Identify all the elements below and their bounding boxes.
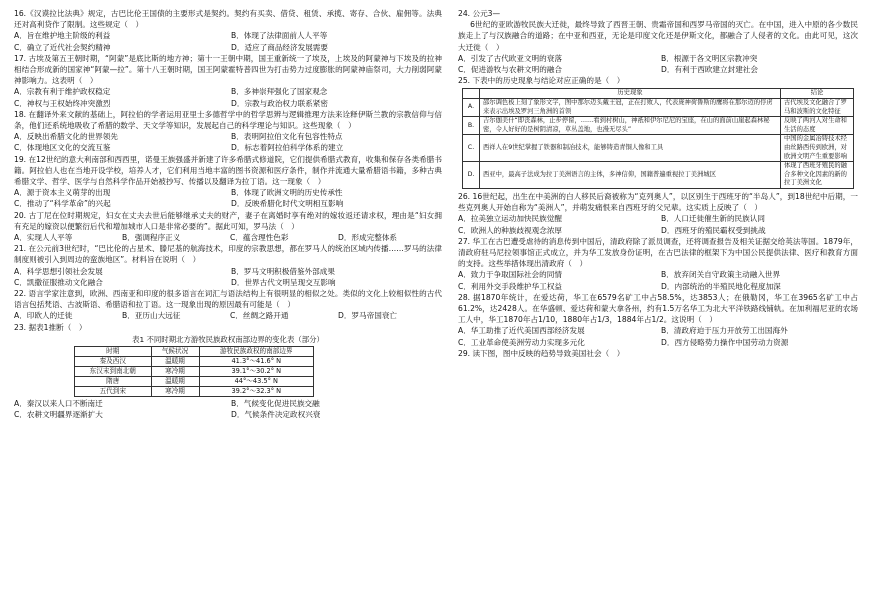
- table-cell: 寒冷期: [151, 387, 199, 397]
- options: [458, 269, 858, 291]
- table-row: [463, 135, 854, 162]
- table-row: [75, 367, 314, 377]
- table-header-row: [75, 347, 314, 357]
- question-stem: 21. 在公元前3世纪时，“巴比伦的占星术、滕尼基的航海技术，印度的宗教思想，都在罗马人的统治区域内传播……罗马的法律制度则被引入到周边的蛮族地区”。材料旨在说明（ ）: [14, 244, 442, 265]
- option-b[interactable]: B．亚历山大远征: [122, 311, 181, 321]
- option-b[interactable]: B．根源于各文明区宗教冲突: [661, 53, 758, 63]
- option-d[interactable]: D．西方侵略势力操作中国劳动力资源: [661, 337, 789, 347]
- option-d[interactable]: D．世界古代文明呈现交互影响: [231, 277, 336, 287]
- option-c[interactable]: C．凯撒征服推动文化融合: [14, 277, 103, 287]
- question-20: [14, 210, 442, 244]
- option-a[interactable]: A．实现人人平等: [14, 233, 73, 243]
- table-cell: 寒冷期: [151, 367, 199, 377]
- option-b[interactable]: B．体现了法律面前人人平等: [231, 31, 328, 41]
- option-c[interactable]: C．推动了“科学革命”的兴起: [14, 199, 111, 209]
- option-c[interactable]: C．丝绸之路开通: [230, 311, 289, 321]
- table-header-cell: 游牧民族政权的南部边界: [199, 347, 313, 357]
- table-row: [463, 117, 854, 135]
- right-column: [458, 8, 858, 359]
- options: [14, 398, 442, 420]
- question-stem: 23. 据表1推断（ ）: [14, 322, 87, 332]
- option-b[interactable]: B．清政府迫于压力开放劳工出国海外: [661, 326, 788, 336]
- table-cell: 44°～43.5° N: [199, 377, 313, 387]
- question-stem: 26. 16世纪起，出生在中美洲的白人移民后裔被称为“克列奥人”，以区别生于西班牙的“半岛人”，到18世纪中后期，一些克列奥人开始自称为“美洲人”，并萌发痛恨来自西班牙的父兄辈。这实质上反映了（ ）: [458, 191, 858, 213]
- row-label[interactable]: D.: [463, 162, 480, 189]
- table-row: [75, 357, 314, 367]
- option-b[interactable]: B．多神崇拜强化了国家观念: [231, 87, 328, 97]
- options: [14, 310, 442, 321]
- table-header-cell: 气候状况: [151, 347, 199, 357]
- option-c[interactable]: C．蕴含理性色彩: [230, 233, 289, 243]
- table-header-cell: 结论: [781, 89, 854, 99]
- question-body: 6世纪的亚欧游牧民族大迁徙，最终导致了西晋王朝、贵霜帝国和西罗马帝国的灭亡。在中国，进入中原的各少数民族走上了与汉族融合的道路；在中亚和西亚，无论是印度文化还是伊斯文化，都融合了人侵者的文化。由此可见，这次大迁徙（ ）: [458, 20, 858, 52]
- table-cell: 温暖期: [151, 377, 199, 387]
- option-c[interactable]: C．神权与王权始终冲突激烈: [14, 98, 111, 108]
- table-cell: 古代埃及文化融合了罗马和波斯的文化特征: [781, 99, 854, 117]
- table-cell: 温暖期: [151, 357, 199, 367]
- question-stem: 20. 古丁尼在位时期规定，妇女在丈夫去世后能够继承丈夫的财产，妻子在离婚时享有绝对的嫁妆返还请求权，理由是“妇女拥有充足的嫁资以便繁衍后代和增加城市人口是非常必要的”。据此可知，罗马法（ ）: [14, 210, 442, 231]
- options: [14, 131, 442, 153]
- row-label[interactable]: B.: [463, 117, 480, 135]
- option-a[interactable]: A．秦汉以来人口不断南迁: [14, 399, 103, 409]
- table-cell: 吉尔伽美什“即丧森林，止步停留，……看到村树山，神祇和伊尔尼尼的宝座，在山的面前山崖起森林秘密，令人好好的是树阴清凉，草丛盖地，也漫无尽头”: [480, 117, 781, 135]
- table-header-cell: [463, 89, 480, 99]
- option-d[interactable]: D．反映希腊化时代文明相互影响: [231, 199, 344, 209]
- option-a[interactable]: A．宗教有利于维护政权稳定: [14, 87, 111, 97]
- option-d[interactable]: D．适应了商品经济发展需要: [231, 42, 328, 52]
- table-cell: 秦及西汉: [75, 357, 152, 367]
- table-cell: 西亚中，最高子法成为拉丁美洲语言的主体，多神信仰，国籍普遍重视拉丁美洲城区: [480, 162, 781, 189]
- option-c[interactable]: C．欧洲人的种族歧视观念浓厚: [458, 225, 563, 235]
- question-16: [14, 8, 442, 53]
- option-d[interactable]: D．气候条件决定政权兴衰: [231, 410, 321, 420]
- table-cell: 中国的金属冶铸技术经由丝路西传到欧洲，对欧洲文明产生重要影响: [781, 135, 854, 162]
- question-23: [14, 322, 442, 421]
- table-cell: 39.2°～32.3° N: [199, 387, 313, 397]
- question-18: [14, 109, 442, 154]
- table-row: [75, 377, 314, 387]
- question-stem: 24. 公元3—: [458, 9, 501, 18]
- option-a[interactable]: A．华工助推了近代美国西部经济发展: [458, 326, 585, 336]
- option-b[interactable]: B．罗马文明积极借鉴外部成果: [231, 266, 335, 276]
- table-cell: 隋唐: [75, 377, 152, 387]
- option-b[interactable]: B．体现了欧洲文明的历史传承性: [231, 188, 343, 198]
- row-label[interactable]: C.: [463, 135, 480, 162]
- option-b[interactable]: B．表明阿拉伯文化有包容性特点: [231, 132, 343, 142]
- option-a[interactable]: A．旨在维护地主阶级的利益: [14, 31, 111, 41]
- question-stem: 19. 在12世纪的意大利南部和西西里，诺曼王族强盛并新建了许多希腊式修道院，它们提供希腊式教育，收集和保存各类希腊书籍。阿拉伯人也在当地开设学校，培养人才，它们利用当地丰富的图书资源和医疗条件，制作并流通大量希腊语书籍，多种古典希腊文学、哲学、医学与自然科学作品开始被抄写、传播以及翻译为拉丁语。这一现象（ ）: [14, 154, 442, 187]
- options: [458, 213, 858, 235]
- table-header-cell: 历史现象: [480, 89, 781, 99]
- question-25: [458, 75, 858, 189]
- option-d[interactable]: D．形成完整体系: [338, 233, 398, 243]
- table-header-row: [463, 89, 854, 99]
- question-24: [458, 8, 858, 75]
- table-row: [75, 387, 314, 397]
- option-a[interactable]: A．拉美独立运动加快民族觉醒: [458, 214, 562, 224]
- option-b[interactable]: B．强调程序正义: [122, 233, 181, 243]
- option-d[interactable]: D．罗马帝国衰亡: [338, 311, 398, 321]
- question-21: [14, 243, 442, 288]
- table-row: [463, 99, 854, 117]
- question-17: [14, 53, 442, 109]
- option-b[interactable]: B．放弃闭关自守政策主动融入世界: [661, 270, 781, 280]
- climate-border-table: [74, 346, 314, 397]
- option-d[interactable]: D．西班牙的殖民霸权受到挑战: [661, 225, 766, 235]
- question-28: [458, 292, 858, 348]
- question-26: [458, 191, 858, 236]
- question-29: [458, 348, 858, 359]
- option-c[interactable]: C．促进游牧与农耕文明的融合: [458, 65, 563, 75]
- option-a[interactable]: A．反映出希腊文化的世界领先: [14, 132, 118, 142]
- row-label[interactable]: A.: [463, 99, 480, 117]
- options: [14, 30, 442, 52]
- options: [14, 266, 442, 288]
- option-a[interactable]: A．源于资本主义萌芽的出现: [14, 188, 111, 198]
- option-c[interactable]: C．农耕文明疆界逐渐扩大: [14, 410, 103, 420]
- option-d[interactable]: D．内部统治的半殖民地化程度加深: [661, 281, 781, 291]
- option-a[interactable]: A．科学思想引领社会发展: [14, 266, 103, 276]
- question-stem: 18. 在翻译外来文献的基础上，阿拉伯的学者运用亚里士多德哲学中的哲学思辨与逻辑推理方法来诠释伊斯兰教的宗教信仰与信条，他们还系统地吸收了希腊的数学、天文学等知识，发展起自己的科学理论与知识。这些现象（ ）: [14, 109, 442, 131]
- table-cell: 反映了两河人对生命和生活的态度: [781, 117, 854, 135]
- table-caption: 表1 不同时期北方游牧民族政权南部边界的变化表（部分）: [132, 334, 324, 344]
- option-c[interactable]: C．体现地区文化的交流互鉴: [14, 143, 111, 153]
- question-stem: 17. 古埃及第五王朝时期，“阿蒙”是底比斯的地方神；第十一王朝中期，国王重新统一了埃及，上埃及的阿蒙神与下埃及的拉神相结合形成新的国家神“阿蒙—拉”。第十八王朝时期，国王阿蒙霍特普四世为打击势力过度膨胀的阿蒙神庙祭司，大力削弱阿蒙神影响力。这表明（ ）: [14, 53, 442, 86]
- question-stem: 28. 据1870年统计，在爱达荷，华工在6579名矿工中占58.5%，达3853人；在俄勒冈，华工在3965名矿工中占61.2%，达2428人。在华盛顿、爱达荷和蒙大拿各州，约有1.5万名华工为北大平洋铁路线铺轨。在加利福尼亚的农场工人中，华工1870年占1/10，1880年占1/3，1884年占1/2。这说明（ ）: [458, 292, 858, 325]
- table-cell: 西祥人在9世纪掌握了铁器和制冶技术，能够铸造青铜人像和工具: [480, 135, 781, 162]
- option-d[interactable]: D．有利于西欧建立封建社会: [661, 65, 758, 75]
- question-stem: 16.《汉谟拉比法典》规定，古巴比伦王国债的主要形式是契约。契约有买卖、借贷、租赁、承揽、寄存、合伙、雇佣等。法典还对高利贷作了限制。这些规定（ ）: [14, 9, 442, 30]
- table-header-cell: 时期: [75, 347, 152, 357]
- question-stem: 22. 语言学家注意到，欧洲、西南亚和印度的很多语言在词汇与语法结构上有很明显的相似之处。类似的文化上较相似性的古代语言包括梵语、古波斯语、希腊语和拉丁语。这一现象出现的原因最有可能是（ ）: [14, 289, 442, 310]
- question-27: [458, 236, 858, 292]
- options: [14, 232, 442, 243]
- option-a[interactable]: A．印欧人的迁徙: [14, 311, 73, 321]
- table-cell: 邵尔调色板上刻了象形文字，图中那尔迈头戴王冠，正在打败人，代表庞神荷鲁斯的鹰将在那尔迈的俘虏来表示出埃及罗河三角洲的首领: [480, 99, 781, 117]
- option-c[interactable]: C．工业革命使美洲劳动力实现多元化: [458, 337, 585, 347]
- question-19: [14, 154, 442, 210]
- options: [14, 187, 442, 209]
- option-d[interactable]: D．宗教与政治权力联系紧密: [231, 98, 328, 108]
- left-column: [14, 8, 442, 421]
- question-stem: 29. 读下图，图中反映的趋势导致美国社会（ ）: [458, 348, 625, 358]
- options: [458, 325, 858, 347]
- option-a[interactable]: A．引发了古代欧亚文明的衰落: [458, 53, 562, 63]
- question-stem: 27. 华工在古巴遭受虐待的消息传到中国后，清政府除了派员调查，还将调查报告及相关证据交给英法等国。1879年，清政府驻马尼拉领事馆正式成立，并为华工发放身份证明，在古巴法律的框架下为中国公民提供法律、医疗和教育方面的支持。这些举措体现出清政府（ ）: [458, 236, 858, 269]
- question-stem: 25. 下表中的历史现象与结论对应正确的是（ ）: [458, 76, 625, 86]
- table-cell: 东汉末到南北朝: [75, 367, 152, 377]
- option-c[interactable]: C．利用外交手段维护华工权益: [458, 281, 563, 291]
- question-22: [14, 288, 442, 322]
- option-c[interactable]: C．确立了近代社会契约精神: [14, 42, 111, 52]
- option-b[interactable]: B．气候变化促进民族交融: [231, 399, 320, 409]
- table-cell: 41.3°～41.6° N: [199, 357, 313, 367]
- option-d[interactable]: D．标志着阿拉伯科学体系的建立: [231, 143, 344, 153]
- option-b[interactable]: B．人口迁徙催生新的民族认同: [661, 214, 765, 224]
- options: [458, 53, 858, 75]
- table-row: [463, 162, 854, 189]
- option-a[interactable]: A．致力于争取国际社会的同情: [458, 270, 562, 280]
- table-cell: 体现了西班牙殖民的融合多种文化因素的新的拉丁美洲文化: [781, 162, 854, 189]
- table-cell: 五代到宋: [75, 387, 152, 397]
- options: [14, 86, 442, 108]
- history-conclusion-table: [462, 88, 854, 189]
- table-cell: 39.1°～30.2° N: [199, 367, 313, 377]
